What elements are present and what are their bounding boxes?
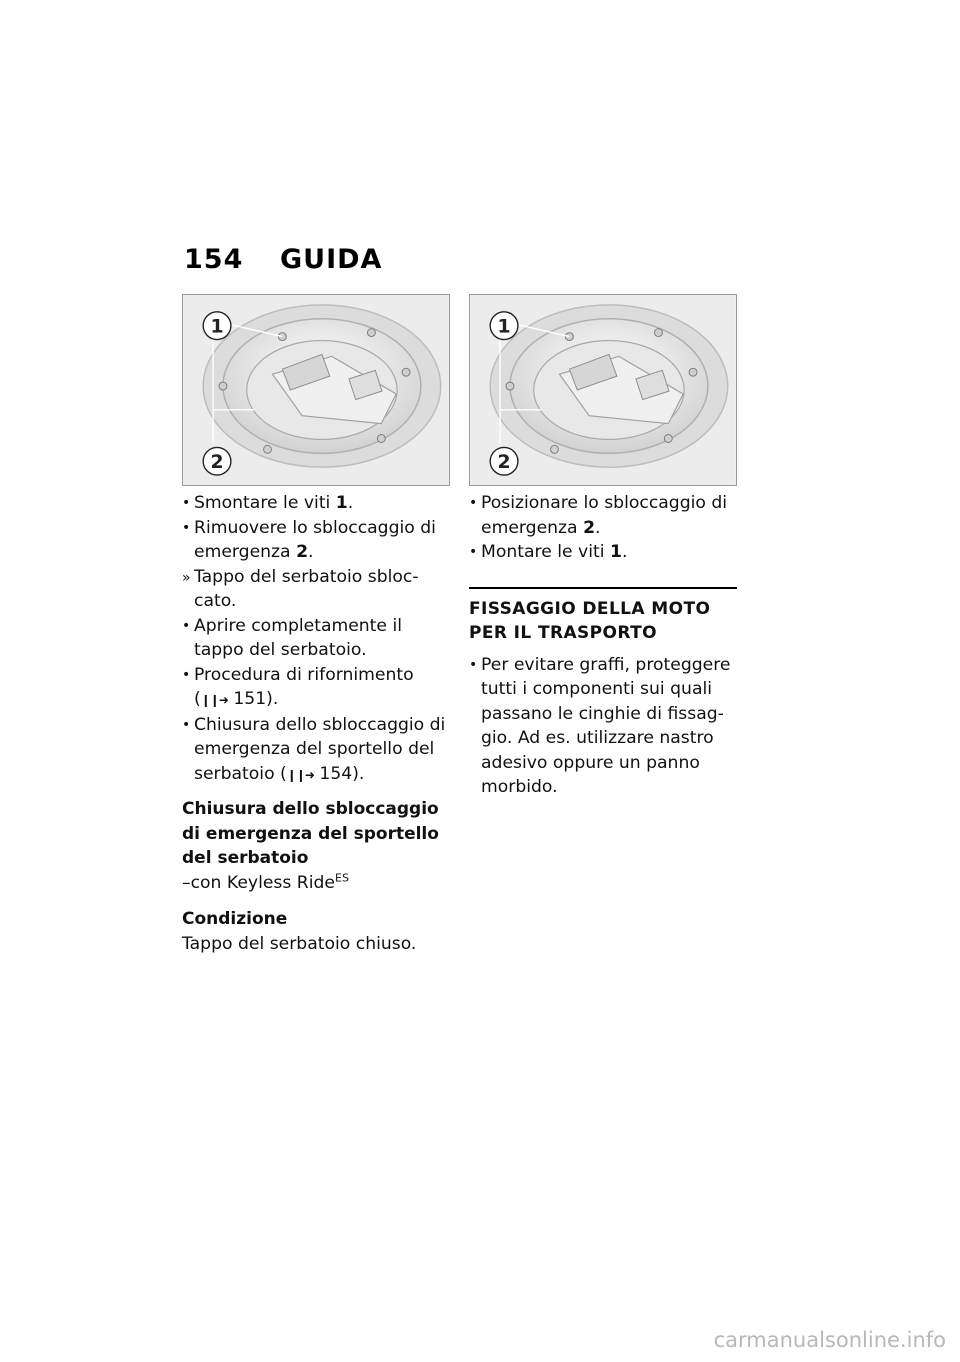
variant-superscript: ES bbox=[335, 870, 349, 884]
svg-text:1: 1 bbox=[210, 316, 224, 338]
bullet-marker: • bbox=[182, 716, 191, 733]
procedure-list bbox=[469, 491, 737, 565]
transport-list bbox=[469, 653, 737, 800]
bullet-marker: • bbox=[182, 617, 191, 634]
part-ref: 2 bbox=[583, 517, 596, 538]
list-item: • Per evitare graffi, proteggere tutti i componenti sui quali passano le cinghie di fissag-gio. Ad es. utilizzare nastro adesivo oppure un panno morbido. bbox=[469, 654, 731, 797]
section-divider bbox=[469, 587, 737, 589]
chapter-title: GUIDA bbox=[280, 244, 383, 275]
left-column bbox=[182, 491, 450, 956]
watermark: carmanualsonline.info bbox=[713, 1328, 946, 1352]
page-ref-arrow-icon: ❙❙➜ bbox=[200, 693, 228, 707]
svg-text:2: 2 bbox=[497, 452, 511, 474]
list-item: • Rimuovere lo sbloccaggio di emergenza 2. bbox=[182, 517, 436, 562]
page-header bbox=[184, 244, 382, 275]
bullet-marker: • bbox=[469, 544, 478, 560]
page-ref-link[interactable]: 151 bbox=[233, 689, 267, 709]
fuel-cap-drawing bbox=[183, 295, 449, 485]
page-ref-link[interactable]: 154 bbox=[319, 763, 353, 784]
callout-2 bbox=[203, 447, 231, 475]
bullet-marker: • bbox=[469, 656, 478, 673]
fuel-cap-drawing bbox=[470, 295, 736, 485]
part-ref: 1 bbox=[609, 542, 622, 562]
bullet-marker: • bbox=[182, 666, 191, 683]
part-ref: 2 bbox=[296, 542, 309, 562]
callout-1 bbox=[490, 312, 518, 340]
section-title: FISSAGGIO DELLA MOTO PER IL TRASPORTO bbox=[469, 598, 711, 643]
bullet-marker: • bbox=[469, 495, 478, 511]
list-item: » Tappo del serbatoio sbloc-cato. bbox=[182, 566, 419, 611]
fuel-cap-illustration-right bbox=[469, 294, 737, 486]
bullet-marker: • bbox=[182, 519, 191, 536]
condition-heading: Condizione bbox=[182, 909, 288, 929]
procedure-list bbox=[182, 491, 450, 787]
callout-1 bbox=[203, 312, 231, 340]
part-ref: 1 bbox=[335, 493, 348, 513]
svg-text:1: 1 bbox=[497, 316, 511, 338]
list-item: • Chiusura dello sbloccaggio di emergenza del sportello del serbatoio (❙❙➜ 154). bbox=[182, 714, 446, 784]
page-number: 154 bbox=[184, 244, 244, 275]
list-item: • Posizionare lo sbloccaggio di emergenza 2. bbox=[469, 493, 728, 538]
callout-2 bbox=[490, 447, 518, 475]
list-item: • Smontare le viti 1. bbox=[182, 491, 450, 516]
list-item: • Aprire completamente il tappo del serbatoio. bbox=[182, 615, 403, 660]
right-column bbox=[469, 491, 737, 800]
result-marker: » bbox=[182, 569, 191, 586]
subsection-heading: Chiusura dello sbloccaggio di emergenza del sportello del serbatoio bbox=[182, 799, 439, 868]
list-item: • Montare le viti 1. bbox=[469, 540, 737, 565]
bullet-marker: • bbox=[182, 495, 191, 511]
fuel-cap-illustration-left bbox=[182, 294, 450, 486]
variant-note: –con Keyless Ride$^{ES}$ bbox=[182, 870, 349, 893]
condition-text: Tappo del serbatoio chiuso. bbox=[182, 933, 417, 954]
page-ref-arrow-icon: ❙❙➜ bbox=[286, 767, 314, 782]
list-item: • Procedura di rifornimento (❙❙➜ 151). bbox=[182, 664, 414, 709]
svg-text:2: 2 bbox=[210, 452, 224, 474]
